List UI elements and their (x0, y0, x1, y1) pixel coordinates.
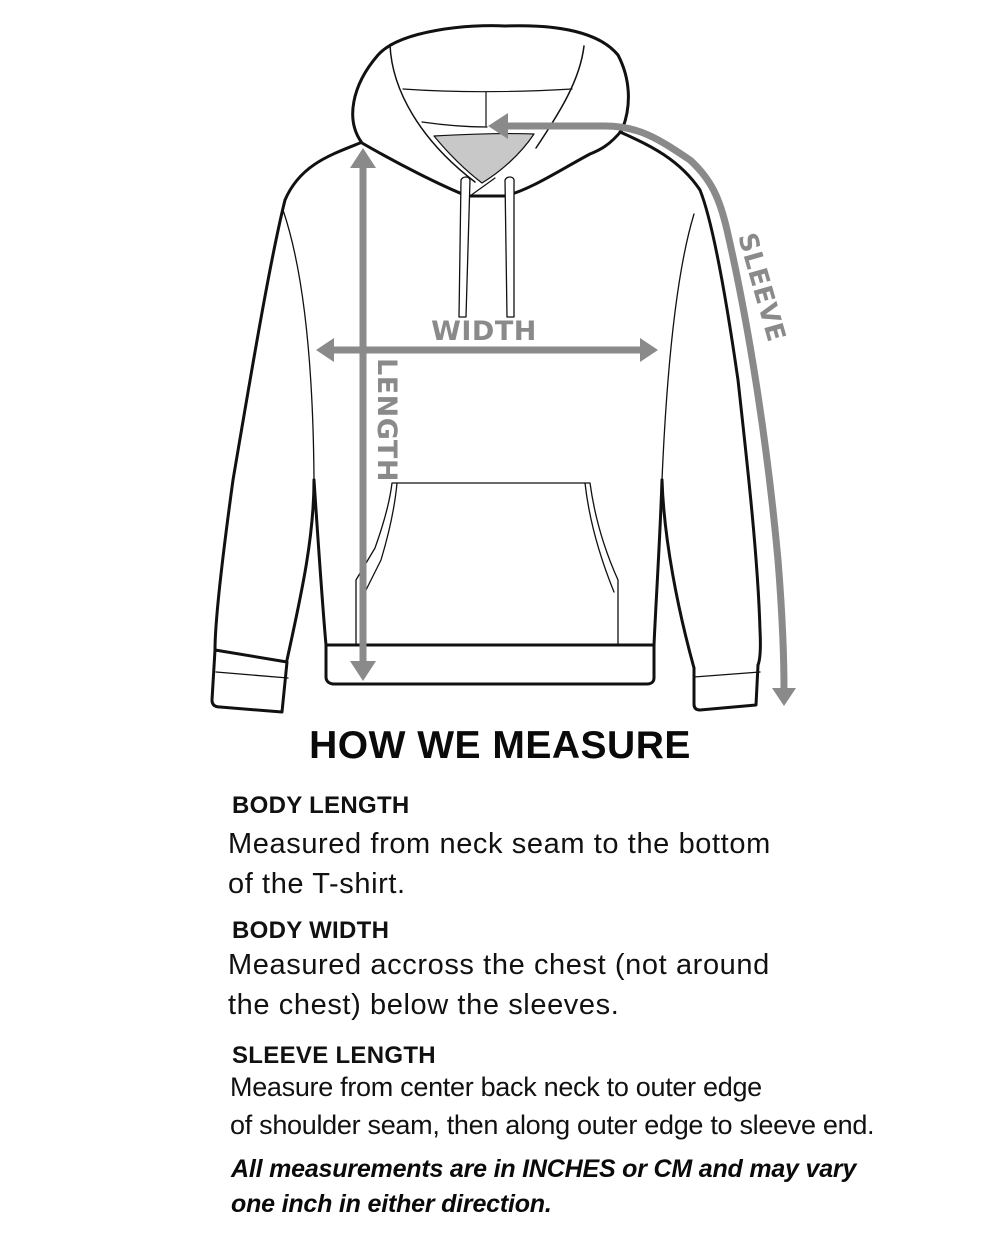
sleeve-label: SLEEVE (731, 229, 791, 346)
page-title: HOW WE MEASURE (309, 724, 691, 767)
text-line: Measured accross the chest (not around (228, 949, 770, 981)
text-line: Measure from center back neck to outer edge (230, 1072, 762, 1102)
measurement-note (231, 1152, 856, 1222)
section-heading-body-length: BODY LENGTH (232, 792, 410, 819)
text-line: the chest) below the sleeves. (228, 989, 620, 1021)
section-heading-body-width: BODY WIDTH (232, 917, 390, 944)
note-line: one inch in either direction. (231, 1190, 552, 1218)
section-text-body-length (228, 824, 771, 904)
text-line: of shoulder seam, then along outer edge to sleeve end. (230, 1110, 875, 1140)
note-line: All measurements are in INCHES or CM and may vary (231, 1155, 857, 1183)
hoodie-outline (212, 26, 760, 712)
sleeve-arrow (488, 113, 796, 706)
length-label: LENGTH (371, 358, 402, 482)
section-text-body-width (228, 945, 770, 1025)
width-label: WIDTH (431, 316, 537, 347)
text-line: Measured from neck seam to the bottom (228, 828, 771, 860)
text-line: of the T-shirt. (228, 868, 406, 900)
section-heading-sleeve-length: SLEEVE LENGTH (232, 1042, 436, 1069)
section-text-sleeve-length (230, 1068, 874, 1144)
